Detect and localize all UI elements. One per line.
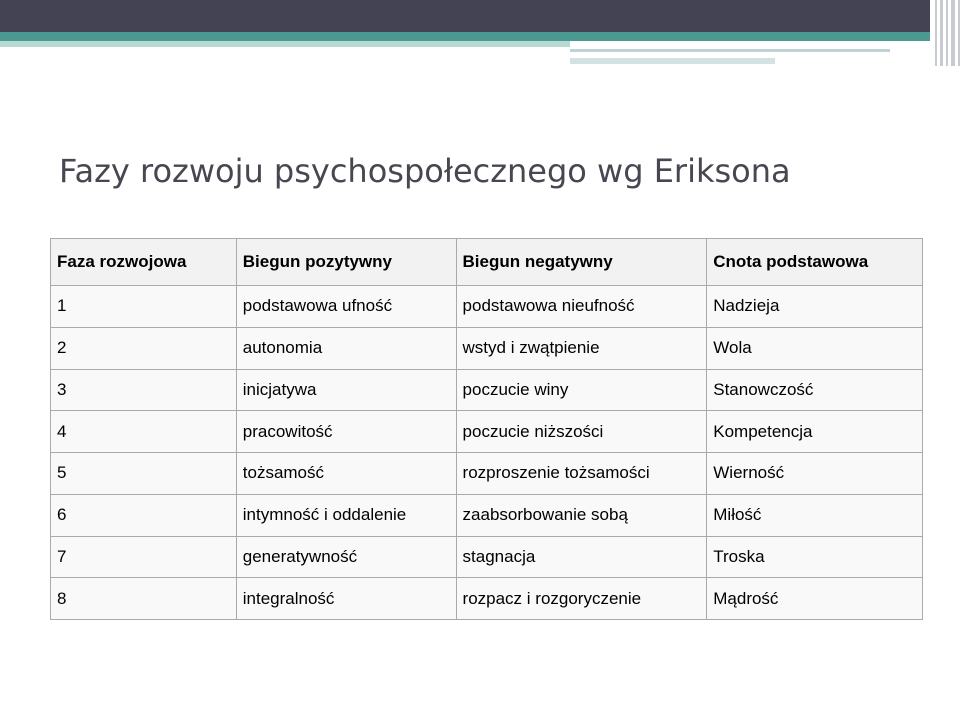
cell-virtue: Wola: [707, 327, 923, 369]
table-row: [51, 369, 923, 411]
cell-virtue: Kompetencja: [707, 411, 923, 453]
cell-phase: 4: [51, 411, 237, 453]
cell-phase: 2: [51, 327, 237, 369]
accent-line-thin: [570, 49, 890, 52]
cell-positive: generatywność: [236, 536, 456, 578]
cell-virtue: Nadzieja: [707, 286, 923, 328]
cell-phase: 8: [51, 578, 237, 620]
header-positive-pole: Biegun pozytywny: [236, 239, 456, 286]
cell-positive: pracowitość: [236, 411, 456, 453]
table-row: [51, 327, 923, 369]
table-row: [51, 286, 923, 328]
header-basic-virtue: Cnota podstawowa: [707, 239, 923, 286]
table-row: [51, 578, 923, 620]
table-row: [51, 494, 923, 536]
cell-negative: podstawowa nieufność: [456, 286, 707, 328]
cell-negative: rozpacz i rozgoryczenie: [456, 578, 707, 620]
cell-positive: intymność i oddalenie: [236, 494, 456, 536]
slide-title: Fazy rozwoju psychospołecznego wg Eriksona: [59, 152, 791, 190]
table-row: [51, 411, 923, 453]
top-decor-bar: [0, 0, 930, 32]
cell-negative: stagnacja: [456, 536, 707, 578]
cell-phase: 3: [51, 369, 237, 411]
erikson-stages-table: [50, 238, 923, 620]
header-negative-pole: Biegun negatywny: [456, 239, 707, 286]
accent-line-short: [570, 58, 775, 64]
accent-stripe-light: [0, 41, 570, 47]
table-header-row: [51, 239, 923, 286]
cell-virtue: Stanowczość: [707, 369, 923, 411]
cell-virtue: Wierność: [707, 453, 923, 495]
cell-virtue: Troska: [707, 536, 923, 578]
erikson-table-container: [50, 238, 923, 620]
cell-phase: 7: [51, 536, 237, 578]
cell-negative: poczucie winy: [456, 369, 707, 411]
cell-negative: zaabsorbowanie sobą: [456, 494, 707, 536]
corner-decor-lines: [930, 0, 960, 66]
cell-negative: rozproszenie tożsamości: [456, 453, 707, 495]
cell-phase: 1: [51, 286, 237, 328]
table-row: [51, 453, 923, 495]
cell-positive: autonomia: [236, 327, 456, 369]
cell-positive: tożsamość: [236, 453, 456, 495]
accent-stripe: [0, 32, 930, 41]
cell-negative: wstyd i zwątpienie: [456, 327, 707, 369]
cell-phase: 5: [51, 453, 237, 495]
cell-positive: inicjatywa: [236, 369, 456, 411]
table-row: [51, 536, 923, 578]
cell-phase: 6: [51, 494, 237, 536]
cell-virtue: Miłość: [707, 494, 923, 536]
cell-negative: poczucie niższości: [456, 411, 707, 453]
cell-virtue: Mądrość: [707, 578, 923, 620]
cell-positive: podstawowa ufność: [236, 286, 456, 328]
cell-positive: integralność: [236, 578, 456, 620]
header-phase: Faza rozwojowa: [51, 239, 237, 286]
